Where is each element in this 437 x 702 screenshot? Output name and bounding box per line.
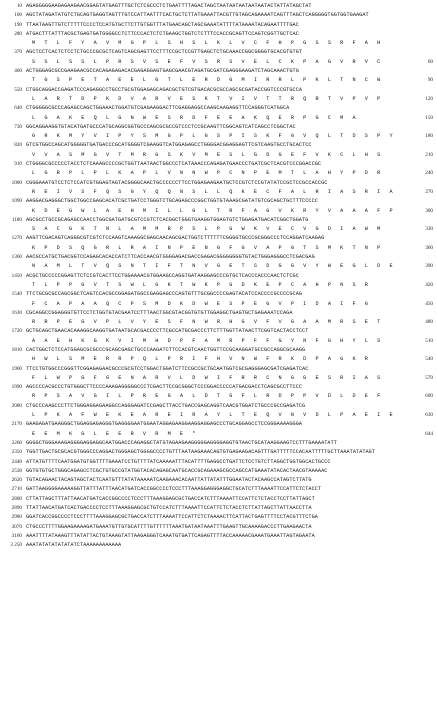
amino-acid-row: [2, 132, 435, 141]
nucleotide-position: 1540: [11, 291, 22, 298]
amino-acid-row: [2, 39, 435, 48]
amino-acid-position: 510: [425, 337, 433, 344]
amino-acid-row: [2, 262, 435, 271]
nucleotide-position: 1720: [11, 328, 22, 335]
nucleotide-row: [2, 104, 435, 113]
nucleotide-row: [2, 86, 435, 95]
nucleotide-sequence: GCTGCAGCTGAACACAAAGGCAAGGTGATAATGCACGACCCCTTCGCCATGCGACCCTTCTTTGGTTATAACTTCGGTCACTACCTCCT: [26, 328, 309, 335]
amino-acid-position: 390: [425, 263, 433, 270]
nucleotide-row: [2, 2, 435, 11]
nucleotide-row: [2, 532, 435, 541]
nucleotide-row: [2, 420, 435, 429]
nucleotide-row: [2, 48, 435, 57]
nucleotide-row: [2, 234, 435, 243]
amino-acid-sequence: E E M K G L E E R V R M E *: [32, 430, 199, 437]
nucleotide-sequence: CGGGAAATGTCCTCTCCATCGTGGAGTAGTACGGGGCAACTGCCCCCCTTCCTGGAGAAGAATGCTCCGTCTCCGTATATCCGCTCCGCCACCGC: [26, 179, 328, 186]
nucleotide-row: [2, 495, 435, 504]
nucleotide-position: 1810: [11, 346, 22, 353]
nucleotide-sequence: GATTAAGGGGAAAAAGGTTATTTATTTAACATGATCACCGGCCCCTCCCTTTAAAGGAGGGAGGCTGCATCTTTAAAATTCCATTCTCTACCT: [26, 486, 322, 493]
nucleotide-sequence: GGATCACCGGCCCCTCCCTTTTAAAGGAGCGCTGACCATCTTTAAAATTCCATTCTCTAAAACTTCATTACTGAGTTTTCCTACGTTTCTGA: [26, 514, 318, 521]
nucleotide-sequence: TGGTTGACTGCGCACGTGGGCCCAGGACTGGGAGCTGGGGCCCCTGTTTAATAAGAAACAGTGTGAGAAGACAGTTTGATTTTTCCACAATTTTTGCTTAAATATATAGT: [26, 449, 376, 456]
nucleotide-position: 2620: [11, 477, 22, 484]
nucleotide-row: [2, 458, 435, 467]
nucleotide-sequence: ATTATGTTTTCAATGGATGTGGTTTTGAAATCCTGTTTTATCAAAAATTTACATTTTGAGGCCTGATTCTCCTGTCTTAGGCTGGTGGCACTGCCC: [26, 458, 331, 465]
amino-acid-row: [2, 337, 435, 346]
nucleotide-row: [2, 160, 435, 169]
nucleotide-row: [2, 327, 435, 336]
nucleotide-sequence: GGTGTGTGCTGGGCAGAGCCTCGCTGTGCCGTATGGTACACAGAGCAATGCACCGCAGAAAGCGCCAGCCATGAAATATACACTAACGTAAAAAC: [26, 467, 328, 474]
nucleotide-position: 1180: [11, 216, 22, 223]
nucleotide-position: 2350: [11, 449, 22, 456]
nucleotide-row: [2, 179, 435, 188]
nucleotide-position: 190: [14, 21, 22, 28]
nucleotide-position: 3070: [11, 523, 22, 530]
amino-acid-position: 360: [425, 244, 433, 251]
amino-acid-position: 240: [425, 170, 433, 177]
amino-acid-sequence: T G S P E T A E E L G T L E R D G M I R R L P K L T N C W: [32, 77, 384, 84]
amino-acid-row: [2, 374, 435, 383]
amino-acid-row: [2, 244, 435, 253]
nucleotide-position: 2170: [11, 421, 22, 428]
amino-acid-position: 60: [427, 58, 433, 65]
nucleotide-sequence: AAGGACGAGGGCTGGCTGGCCGAGCACATCGCTGATCCTGGGTCTGCAGAGCCCGGCTGGTGTAAAGCGATATGTCGCAGCTGCTTTCCCCC: [26, 198, 318, 205]
nucleotide-sequence: CGCAGGCCGGAGGGTGTTCCTCTGGTGTACGAATCCTTTAACTGGCGTACGGTGTGTTGGAGGCTGAGTGCTGAGAAATCCAGA: [26, 309, 293, 316]
nucleotide-sequence: AAATATATATATATATCTAAAAAAAAAAAA: [26, 542, 122, 549]
amino-acid-row: [2, 76, 435, 85]
amino-acid-position: 450: [425, 300, 433, 307]
nucleotide-row: [2, 123, 435, 132]
nucleotide-position: 2710: [11, 486, 22, 493]
amino-acid-row: [2, 95, 435, 104]
amino-acid-sequence: S S L S S L P R S V S E F V S R S V E L C K P A G V R V C: [32, 58, 384, 65]
nucleotide-position: 1990: [11, 384, 22, 391]
nucleotide-row: [2, 346, 435, 355]
nucleotide-row: [2, 541, 435, 550]
nucleotide-sequence: ATGACTTTATTTACGCTGAGTGATGGGGCCTCTTCCCACTCTCTGAAGCTGGTCTCTTTCCACCGCAGTTCCAGTCGGTTGCTCAC: [26, 30, 299, 37]
amino-acid-sequence: M T L F Y A V M G P L S H S L K L V C F H P G S S R F A H: [32, 40, 384, 47]
amino-acid-row: [2, 430, 435, 439]
nucleotide-position: 10: [16, 3, 22, 9]
nucleotide-position: 910: [14, 161, 22, 168]
nucleotide-row: [2, 383, 435, 392]
nucleotide-row: [2, 513, 435, 522]
nucleotide-sequence: AAATTTTATAAAGTTTATATTACTGTAAAGTATTAAGAGGGTCAAATGTGATTCAGAGTTTTACCAAAAACGAAATGAAATTAGTAGAATA: [26, 532, 315, 539]
nucleotide-position: 2530: [11, 467, 22, 474]
nucleotide-sequence: CTGCCCAAGCCCTTCTGGGAGGAGAAGGCCAGGGAGATCCGAGCTTACCTGACCGAGCAGGTCAACGTGGATCTGCCCGCCGAGATCG: [26, 402, 306, 409]
nucleotide-row: [2, 253, 435, 262]
nucleotide-position: 1360: [11, 254, 22, 261]
nucleotide-row: [2, 467, 435, 476]
nucleotide-position: 280: [14, 30, 22, 37]
nucleotide-position: 370: [14, 49, 22, 56]
amino-acid-row: [2, 225, 435, 234]
amino-acid-position: 600: [425, 393, 433, 400]
amino-acid-row: [2, 411, 435, 420]
nucleotide-row: [2, 67, 435, 76]
amino-acid-sequence: R R P E G V P L V Y E S F N W R H G V F V G A A M R S E T: [32, 319, 384, 326]
amino-acid-row: [2, 300, 435, 309]
nucleotide-sequence: AGAGGGGGAAGAGAAGAACGGAGTATGAGTTTGCTCTCGCCCTCTGAATTTTAGACTAGCTAATAATAATAATAATACTATTATAGCTAT: [26, 3, 312, 9]
nucleotide-sequence: CACTGGCTCTCCATGGAGCGCGCCCGCAGCGAGCTGCCCAAGATCTTCCACGTCAACTGGTTCCGCAAGGATGCCGCCAGGCGCAAGG: [26, 346, 306, 353]
amino-acid-position: 420: [425, 281, 433, 288]
amino-acid-position: 120: [425, 95, 433, 102]
amino-acid-row: [2, 392, 435, 401]
nucleotide-row: [2, 402, 435, 411]
amino-acid-row: [2, 188, 435, 197]
amino-acid-position: 210: [425, 151, 433, 158]
amino-acid-position: 150: [425, 114, 433, 121]
nucleotide-position: 1630: [11, 309, 22, 316]
nucleotide-position: 1000: [11, 179, 22, 186]
amino-acid-sequence: A A E H K G K V I M H D P F A M R P F F G Y N F G H Y L S: [32, 337, 384, 344]
nucleotide-row: [2, 197, 435, 206]
nucleotide-sequence: CTGCCCTTTTGGAAGAAAAGATGAAATGTTGTGCATTTTGTTTTTTAAATGATAATAAATTTGAAGTTGCAAAAGACCCTTGAAGAACTA: [26, 523, 312, 530]
amino-acid-sequence: H W L S M E R R P Q L P R I F H V N W F R K D P A G K R: [32, 356, 371, 363]
amino-acid-sequence: K D E G W L A E H M I L L G L T R F A G V K R Y V A A A F P: [32, 207, 396, 214]
nucleotide-position: 3 250: [10, 542, 22, 549]
nucleotide-position: 3160: [11, 532, 22, 539]
nucleotide-sequence: TTATTAACATGATCACTGACCCCTCCTTTAAAGGAGCGCTGTCCATCTTTAAAATTCCATTCTCTACCTCTTATTAGCTTATTAACCTTA: [26, 505, 312, 512]
nucleotide-row: [2, 309, 435, 318]
amino-acid-sequence: L P K A F W E K E A R E I R A Y L T E Q V N V D L P A E I E: [32, 412, 396, 419]
amino-acid-row: [2, 355, 435, 364]
nucleotide-sequence: GAAGAGATGAAGGGCTGGAGGAGAGGGTGAGGGGAATGGAATAGGAGAAGGAAGGAGGAGCCCTGCAGGAGCCTCCGGGAAAAGGGA: [26, 421, 303, 428]
nucleotide-sequence: GGCAGGAAGGTGTACATGATGCCCATGCAGGCGGTGCCCAGCGCGCCGTCCCTCCGCAAGTTCGGCAGTCATCAGCCTCGGCTAC: [26, 123, 296, 130]
nucleotide-row: [2, 476, 435, 485]
amino-acid-sequence: N A M L T V Q S N T I F T N V G E T S D G G V Y W E G L D E: [32, 263, 396, 270]
nucleotide-row: [2, 21, 435, 30]
amino-acid-position: 90: [427, 77, 433, 84]
nucleotide-sequence: AAGTTCGACAGTCAGGGCGTCGTCTCCAAGTCAAAGGCGAGCAACAGCGACTGGTCTTTTTTCGGGGTGCCCGCGGGCCCTCCAGGATCAAGAG: [26, 235, 325, 242]
amino-acid-sequence: F C A P A A Q C P S M D K D W E S P E G V P I D A I F G: [32, 300, 371, 307]
nucleotide-position: 820: [14, 142, 22, 149]
nucleotide-position: 100: [14, 12, 22, 19]
nucleotide-sequence: ACGCTGCCCCCGGAGTTCTCCGTCACTTCCTGGAAAACGTGGAAGCCAGGTGATAAGGAGCCCGTGCTCACCCACCCAACTCTCGC: [26, 272, 299, 279]
nucleotide-position: 730: [14, 123, 22, 130]
nucleotide-sequence: TGTACAGAACTACAGTAGCTACTCAATGTTTATATAAAAATCAAGAAACACAATTATTATATTTGGAATACTACAAGCCATAGTCTTATG: [26, 477, 312, 484]
nucleotide-row: [2, 11, 435, 20]
amino-acid-row: [2, 318, 435, 327]
amino-acid-row: [2, 151, 435, 160]
nucleotide-sequence: CTGGGGCGCCCCCTACCTCTCAAAGCCCCGCTGGTTAATAACTGGCCCTCATAAACCCAGAGATGAACCCTGATCGCTCACGTCCCGGACCGC: [26, 161, 322, 168]
nucleotide-row: [2, 439, 435, 448]
nucleotide-row: [2, 141, 435, 150]
amino-acid-sequence: L G A K E Q L G N W E S R D F E E A K Q E R P G C M A: [32, 114, 359, 121]
nucleotide-sequence: AGCTATAGATATGTCTGCAGTGAGGTAGTTTGTCCATTAATTTCACTGCTCTTATGAAATTACGTTGTAGCAGAAAATCAGTTTAGCTCAGGGGGTGGTGGTGAAGAT: [26, 12, 369, 19]
amino-acid-position: 480: [425, 319, 433, 326]
amino-acid-row: [2, 281, 435, 290]
amino-acid-row: [2, 58, 435, 67]
amino-acid-position: 570: [425, 374, 433, 381]
nucleotide-row: [2, 365, 435, 374]
amino-acid-sequence: T L P P G V T S W L G K T W K P G D K E P C A H P N S R: [32, 281, 371, 288]
amino-acid-sequence: V V A S M G V T M R G S K V M E S L G D G E F V K C L H S: [32, 151, 384, 158]
nucleotide-row: [2, 272, 435, 281]
nucleotide-position: 1900: [11, 365, 22, 372]
nucleotide-row: [2, 504, 435, 513]
nucleotide-sequence: AGCCCCACGCCCTGTGGGCTTCCCCAAAGAGGGGGCCCTCGACTTCCGCGGGCTCCCGGACCCCCATGACGACCTCAGCGCCTTCCC: [26, 384, 303, 391]
nucleotide-position: 2890: [11, 505, 22, 512]
nucleotide-position: 550: [14, 86, 22, 93]
nucleotide-sequence: GTCGTGGCCAGCATGGGGGTGATGACCCGCATGGGGTCGAAGGTCATGGAGAGCCTGGGGACGGAGGAGTTCGTCAAGTGCCTGCACTCC: [26, 142, 312, 149]
amino-acid-position: 270: [425, 188, 433, 195]
nucleotide-row: [2, 448, 435, 457]
amino-acid-row: [2, 169, 435, 178]
amino-acid-sequence: S A C G K T N L A M M R P S L P G W K V E C V G D I A W M: [32, 226, 384, 233]
amino-acid-sequence: G R K M Y V I P Y S M G P L G S P I S K F G V Q L T D S P Y: [32, 133, 396, 140]
nucleotide-sequence: AGCGCCTGCCGCAGAGCCAACCTGGCGATGATGCGTCCGTCTCACGGCTGGGTGAAGGTGGAGTGTCTGGAGATGACATCGGCTGGATG: [26, 216, 309, 223]
amino-acid-position: 644: [425, 430, 433, 437]
amino-acid-position: 540: [425, 356, 433, 363]
nucleotide-row: [2, 485, 435, 494]
amino-acid-position: 180: [425, 133, 433, 140]
nucleotide-position: 640: [14, 105, 22, 112]
nucleotide-position: 2800: [11, 495, 22, 502]
amino-acid-position: 330: [425, 226, 433, 233]
amino-acid-position: 630: [425, 412, 433, 419]
nucleotide-position: 2980: [11, 514, 22, 521]
nucleotide-row: [2, 30, 435, 39]
nucleotide-row: [2, 290, 435, 299]
nucleotide-position: 460: [14, 68, 22, 75]
amino-acid-sequence: R E I V S F Q S G Y Q Q N S L L Q K E C F A L R I A S R I A: [32, 188, 396, 195]
nucleotide-position: 1270: [11, 235, 22, 242]
nucleotide-sequence: AGCTCCTCACTCTCCTCTGCCCGCGCTCAGTCAGCGAGTTCCTTTCCGCTCCGTTGAGCTCTGCAAACCGGCGGGGTGCACGTGTGT: [26, 49, 303, 56]
amino-acid-position: 300: [425, 207, 433, 214]
nucleotide-position: 1450: [11, 272, 22, 279]
nucleotide-sequence: GGGGCTGGGAAAGAGGGGAGGAGGCAATGGACCCAGAGGCTATGTAGAAGAAGGGGGAGGGGAGGTGTAACTGCATAAGGAAGTCCTTTGAAAATATT: [26, 439, 337, 446]
amino-acid-row: [2, 114, 435, 123]
nucleotide-position: 2260: [11, 439, 22, 446]
nucleotide-sequence: CTGGCAGGACCGAGATCCCAGAGGCCTGCCTGCGTGGAGAGCAGACGCTGTCGTGACACGCGCCAGCGCGATACCGGTCCCGTGCCA: [26, 86, 303, 93]
nucleotide-row: [2, 523, 435, 532]
amino-acid-sequence: L G R P L P L K A P L V N N W P C N P E M T L A H Y P D R: [32, 170, 384, 177]
nucleotide-sequence: TTAATAAGTTGTCTTTTTCCCCTCCATGTGCTTCTTGTGGTTTATGAACAGCTAGCGAAATATTTTATAAAATACAGAATTTTGAC: [26, 21, 299, 28]
amino-acid-sequence: F L W P G F G E N A R V L D W I F R R C N G G E S R I A S: [32, 374, 384, 381]
nucleotide-sequence: TTCTGCGCGCCAGCGGCTCAGTCCACGCCGGAGATGGCCGAGGAGCCCAGTGTTTGCGGCCCCGAGTACATCCACCCCGCCCCGCAG: [26, 291, 303, 298]
nucleotide-position: 2440: [11, 458, 22, 465]
amino-acid-sequence: K P D S Q G R L R A I N P E N G F G V A P G T S M K T N P: [32, 244, 384, 251]
nucleotide-sequence: CTTATTAGCTTTATTAACATGATCACCGGCCCCTCCCTTTAAAGGAGCGCTGACCATCTTTAAAATTCCATTCTCTACCTCCTTATTAGCT: [26, 495, 315, 502]
nucleotide-sequence: AACGCCATGCTGACGGTCCAGAGCACACCATCTTCACCAACGTGGGGAGACGACCGAGACGGGGGGGGTGTACTGGGAGGGCCTCGACGAG: [26, 254, 315, 261]
sequence-document: [2, 2, 435, 551]
amino-acid-row: [2, 207, 435, 216]
nucleotide-row: [2, 216, 435, 225]
amino-acid-sequence: R P S A V G I L P R E G A L D T G F L R D P P V D L D E F: [32, 393, 384, 400]
nucleotide-sequence: CTGGGGGCGCCCAGAGCCAGCTGGAAACTGGATGTCGAGAAGGACTTCGAGGAGGCCAAGCAAGAGGTTCCAGGGTCATGGCA: [26, 105, 290, 112]
nucleotide-sequence: ACTGGGAGCGCCGAAGAACGCCACAGAGAGACACGAGAGGAGTGAGCGAACGTAGATGCGATCGAGGGAAGATCTAGCAAACTGTG: [26, 68, 299, 75]
nucleotide-sequence: TTCCTGTGGCCCGGGTTCGGAGAGAACGCCCGCGTCCTGGACTGGATCTTCCGCCGCTGCAATGGTCGCGAGGGAGCGATCGAGATCAC: [26, 365, 309, 372]
nucleotide-position: 2080: [11, 402, 22, 409]
amino-acid-sequence: L A R T D P K D V A R V E S K T V I V T T R Q R T V P V P: [32, 95, 384, 102]
nucleotide-position: 1090: [11, 198, 22, 205]
